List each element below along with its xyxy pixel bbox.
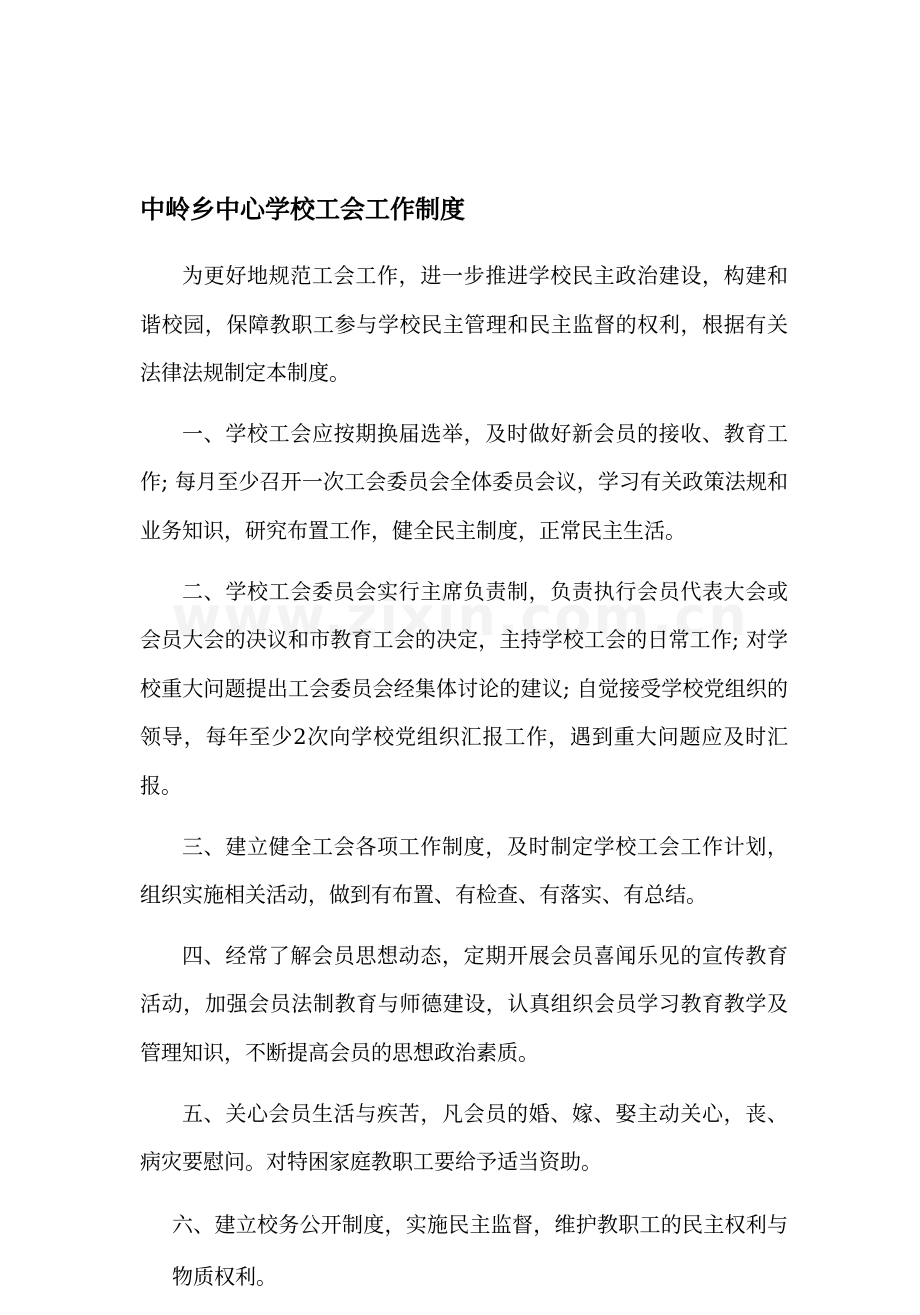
document-title: 中岭乡中心学校工会工作制度 bbox=[140, 195, 466, 224]
paragraph-intro: 为更好地规范工会工作，进一步推进学校民主政治建设，构建和谐校园，保障教职工参与学校民主管理和民主监督的权利，根据有关法律法规制定本制度。 bbox=[140, 264, 788, 386]
paragraph-2: 二、学校工会委员会实行主席负责制，负责执行会员代表大会或会员大会的决议和市教育工会的决定，主持学校工会的日常工作; 对学校重大问题提出工会委员会经集体讨论的建议; 自觉接受学校党组织的领导，每年至少2次向学校党组织汇报工作，遇到重大问题应及时汇报。 bbox=[140, 579, 788, 798]
paragraph-1: 一、学校工会应按期换届选举，及时做好新会员的接收、教育工作; 每月至少召开一次工会委员会全体委员会议，学习有关政策法规和业务知识，研究布置工作，健全民主制度，正常民主生活。 bbox=[140, 421, 788, 543]
paragraph-3: 三、建立健全工会各项工作制度，及时制定学校工会工作计划，组织实施相关活动，做到有布置、有检查、有落实、有总结。 bbox=[140, 834, 788, 908]
paragraph-5: 五、关心会员生活与疾苦，凡会员的婚、嫁、娶主动关心，丧、病灾要慰问。对特困家庭教职工要给予适当资助。 bbox=[140, 1101, 788, 1175]
document-body bbox=[140, 188, 788, 1315]
paragraph-6: 六、建立校务公开制度，实施民主监督，维护教职工的民主权利与物质权利。 bbox=[172, 1212, 788, 1289]
paragraph-4: 四、经常了解会员思想动态，定期开展会员喜闻乐见的宣传教育活动，加强会员法制教育与师德建设，认真组织会员学习教育教学及管理知识，不断提高会员的思想政治素质。 bbox=[140, 943, 788, 1065]
